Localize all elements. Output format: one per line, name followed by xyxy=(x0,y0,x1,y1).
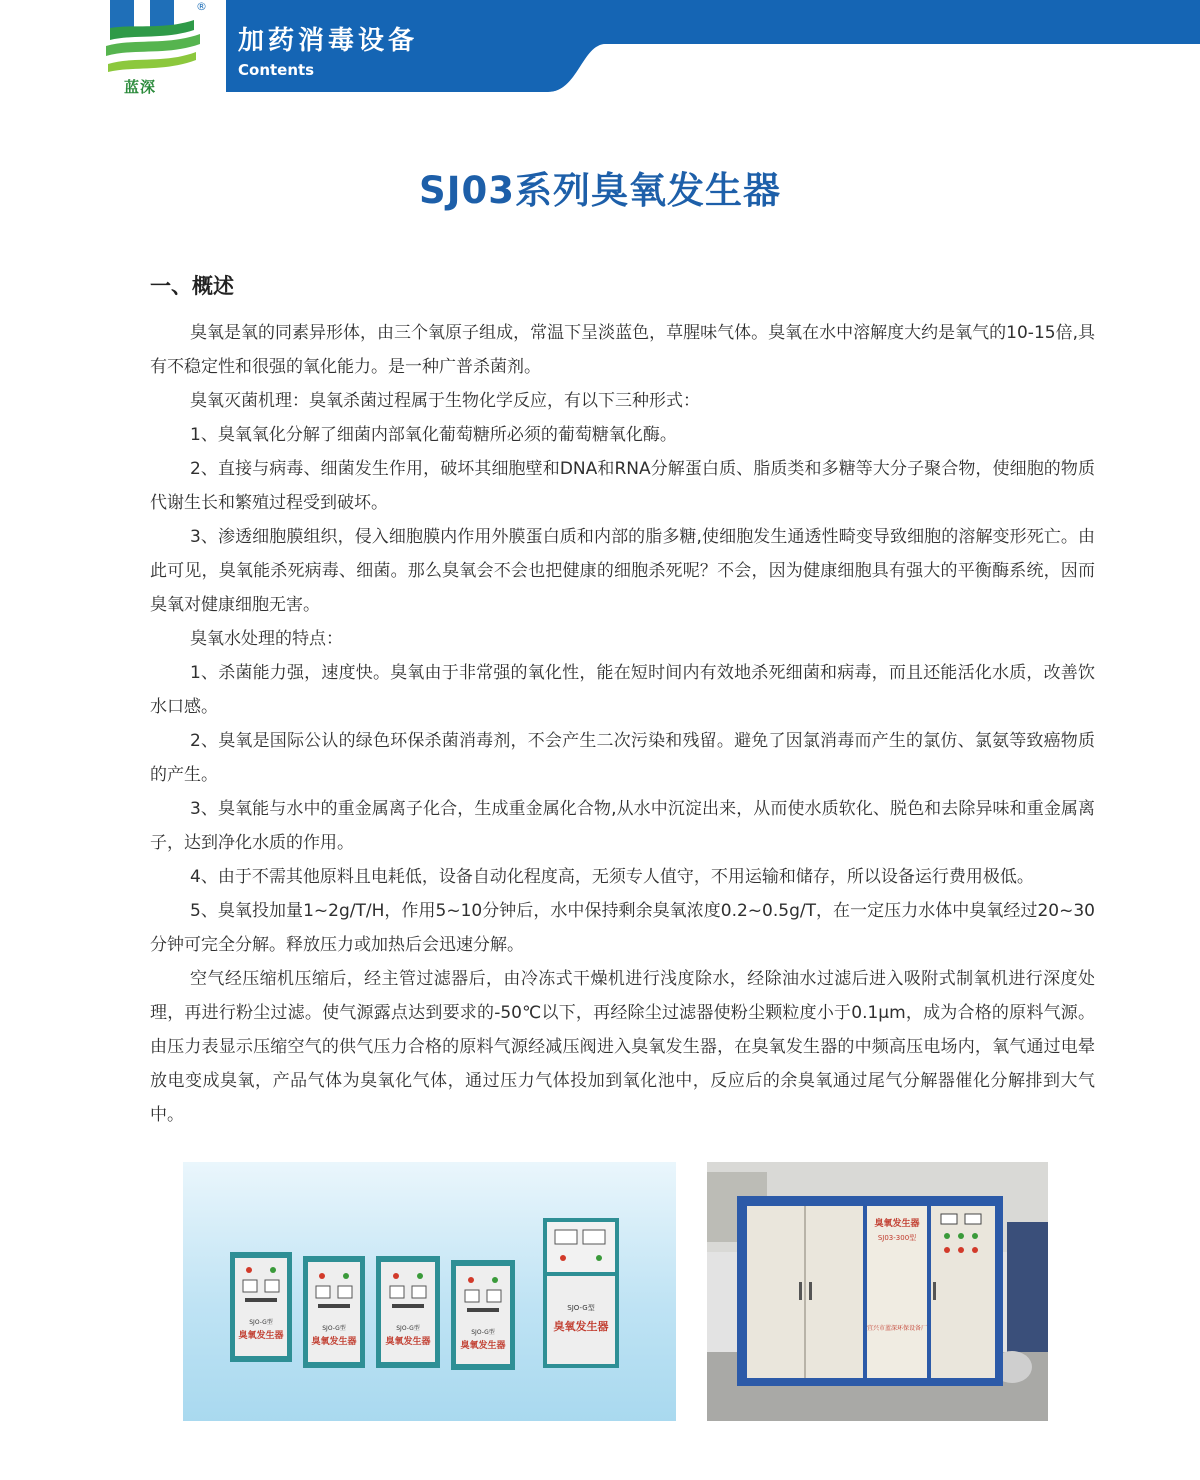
paragraph: 臭氧灭菌机理：臭氧杀菌过程属于生物化学反应，有以下三种形式： xyxy=(190,391,700,411)
paragraph: 3、臭氧能与水中的重金属离子化合，生成重金属化合物,从水中沉淀出来，从而使水质软化、脱色和去除异味和重金属离子，达到净化水质的作用。 xyxy=(150,799,1095,853)
cabinet-unit xyxy=(303,1256,365,1368)
panel-model: SJ03-300型 xyxy=(877,1234,917,1242)
section-heading: 一、概述 xyxy=(150,274,234,298)
paragraph: 1、杀菌能力强，速度快。臭氧由于非常强的氧化性，能在短时间内有效地杀死细菌和病毒，而且还能活化水质，改善饮水口感。 xyxy=(150,663,1095,717)
cabinet-model-label: SJO-G型 xyxy=(567,1304,595,1312)
cabinet-name-label: 臭氧发生器 xyxy=(311,1337,357,1347)
paragraph: 臭氧水处理的特点： xyxy=(190,629,343,649)
header-subtitle: Contents xyxy=(238,61,315,79)
cabinet-name-label: 臭氧发生器 xyxy=(553,1320,609,1333)
body-text xyxy=(150,316,1095,1132)
cabinet-unit xyxy=(543,1218,619,1368)
panel-title: 臭氧发生器 xyxy=(874,1219,920,1229)
cabinet-name-label: 臭氧发生器 xyxy=(460,1341,506,1351)
header-title: 加药消毒设备 xyxy=(238,26,419,56)
cabinet-name-label: 臭氧发生器 xyxy=(238,1331,284,1341)
panel-maker: 宜兴市蓝深环保设备厂 xyxy=(866,1325,928,1332)
cabinet-model-label: SJO-G型 xyxy=(322,1325,346,1332)
product-photo-large-unit xyxy=(707,1162,1048,1421)
paragraph: 臭氧是氧的同素异形体，由三个氧原子组成，常温下呈淡蓝色，草腥味气体。臭氧在水中溶解度大约是氧气的10-15倍,具有不稳定性和很强的氧化能力。是一种广普杀菌剂。 xyxy=(150,323,1095,377)
cabinet-model-label: SJO-G型 xyxy=(471,1329,495,1336)
paragraph: 2、直接与病毒、细菌发生作用，破坏其细胞壁和DNA和RNA分解蛋白质、脂质类和多糖等大分子聚合物，使细胞的物质代谢生长和繁殖过程受到破坏。 xyxy=(150,459,1095,513)
brand-name: 蓝深 xyxy=(124,78,157,96)
brand-logo xyxy=(104,0,214,100)
cabinet-unit xyxy=(376,1256,440,1368)
registered-mark: ® xyxy=(196,0,207,13)
cabinet-unit xyxy=(230,1252,292,1362)
cabinet-model-label: SJO-G型 xyxy=(396,1325,420,1332)
page-title: SJ03系列臭氧发生器 xyxy=(419,169,781,212)
paragraph: 空气经压缩机压缩后，经主管过滤器后，由冷冻式干燥机进行浅度除水，经除油水过滤后进入吸附式制氧机进行深度处理，再进行粉尘过滤。使气源露点达到要求的-50℃以下，再经除尘过滤器使粉尘颗粒度小于0.1μm，成为合格的原料气源。由压力表显示压缩空气的供气压力合格的原料气源经减压阀进入臭氧发生器，在臭氧发生器的中频高压电场内，氧气通过电晕放电变成臭氧，产品气体为臭氧化气体，通过压力气体投加到氧化池中，反应后的余臭氧通过尾气分解器催化分解排到大气中。 xyxy=(150,969,1095,1125)
paragraph: 3、渗透细胞膜组织，侵入细胞膜内作用外膜蛋白质和内部的脂多糖,使细胞发生通透性畸变导致细胞的溶解变形死亡。由此可见，臭氧能杀死病毒、细菌。那么臭氧会不会也把健康的细胞杀死呢？不会，因为健康细胞具有强大的平衡酶系统，因而臭氧对健康细胞无害。 xyxy=(150,527,1095,615)
paragraph: 4、由于不需其他原料且电耗低，设备自动化程度高，无须专人值守，不用运输和储存，所以设备运行费用极低。 xyxy=(190,867,1034,887)
paragraph: 5、臭氧投加量1~2g/T/H，作用5~10分钟后，水中保持剩余臭氧浓度0.2~0.5g/T，在一定压力水体中臭氧经过20~30分钟可完全分解。释放压力或加热后会迅速分解。 xyxy=(150,901,1095,955)
cabinet-name-label: 臭氧发生器 xyxy=(385,1337,431,1347)
product-photo-cabinets xyxy=(183,1162,676,1421)
paragraph: 1、臭氧氧化分解了细菌内部氧化葡萄糖所必须的葡萄糖氧化酶。 xyxy=(190,425,677,445)
cabinet-model-label: SJO-G型 xyxy=(249,1319,273,1326)
cabinet-unit xyxy=(451,1260,515,1370)
paragraph: 2、臭氧是国际公认的绿色环保杀菌消毒剂，不会产生二次污染和残留。避免了因氯消毒而产生的氯仿、氯氨等致癌物质的产生。 xyxy=(150,731,1095,785)
